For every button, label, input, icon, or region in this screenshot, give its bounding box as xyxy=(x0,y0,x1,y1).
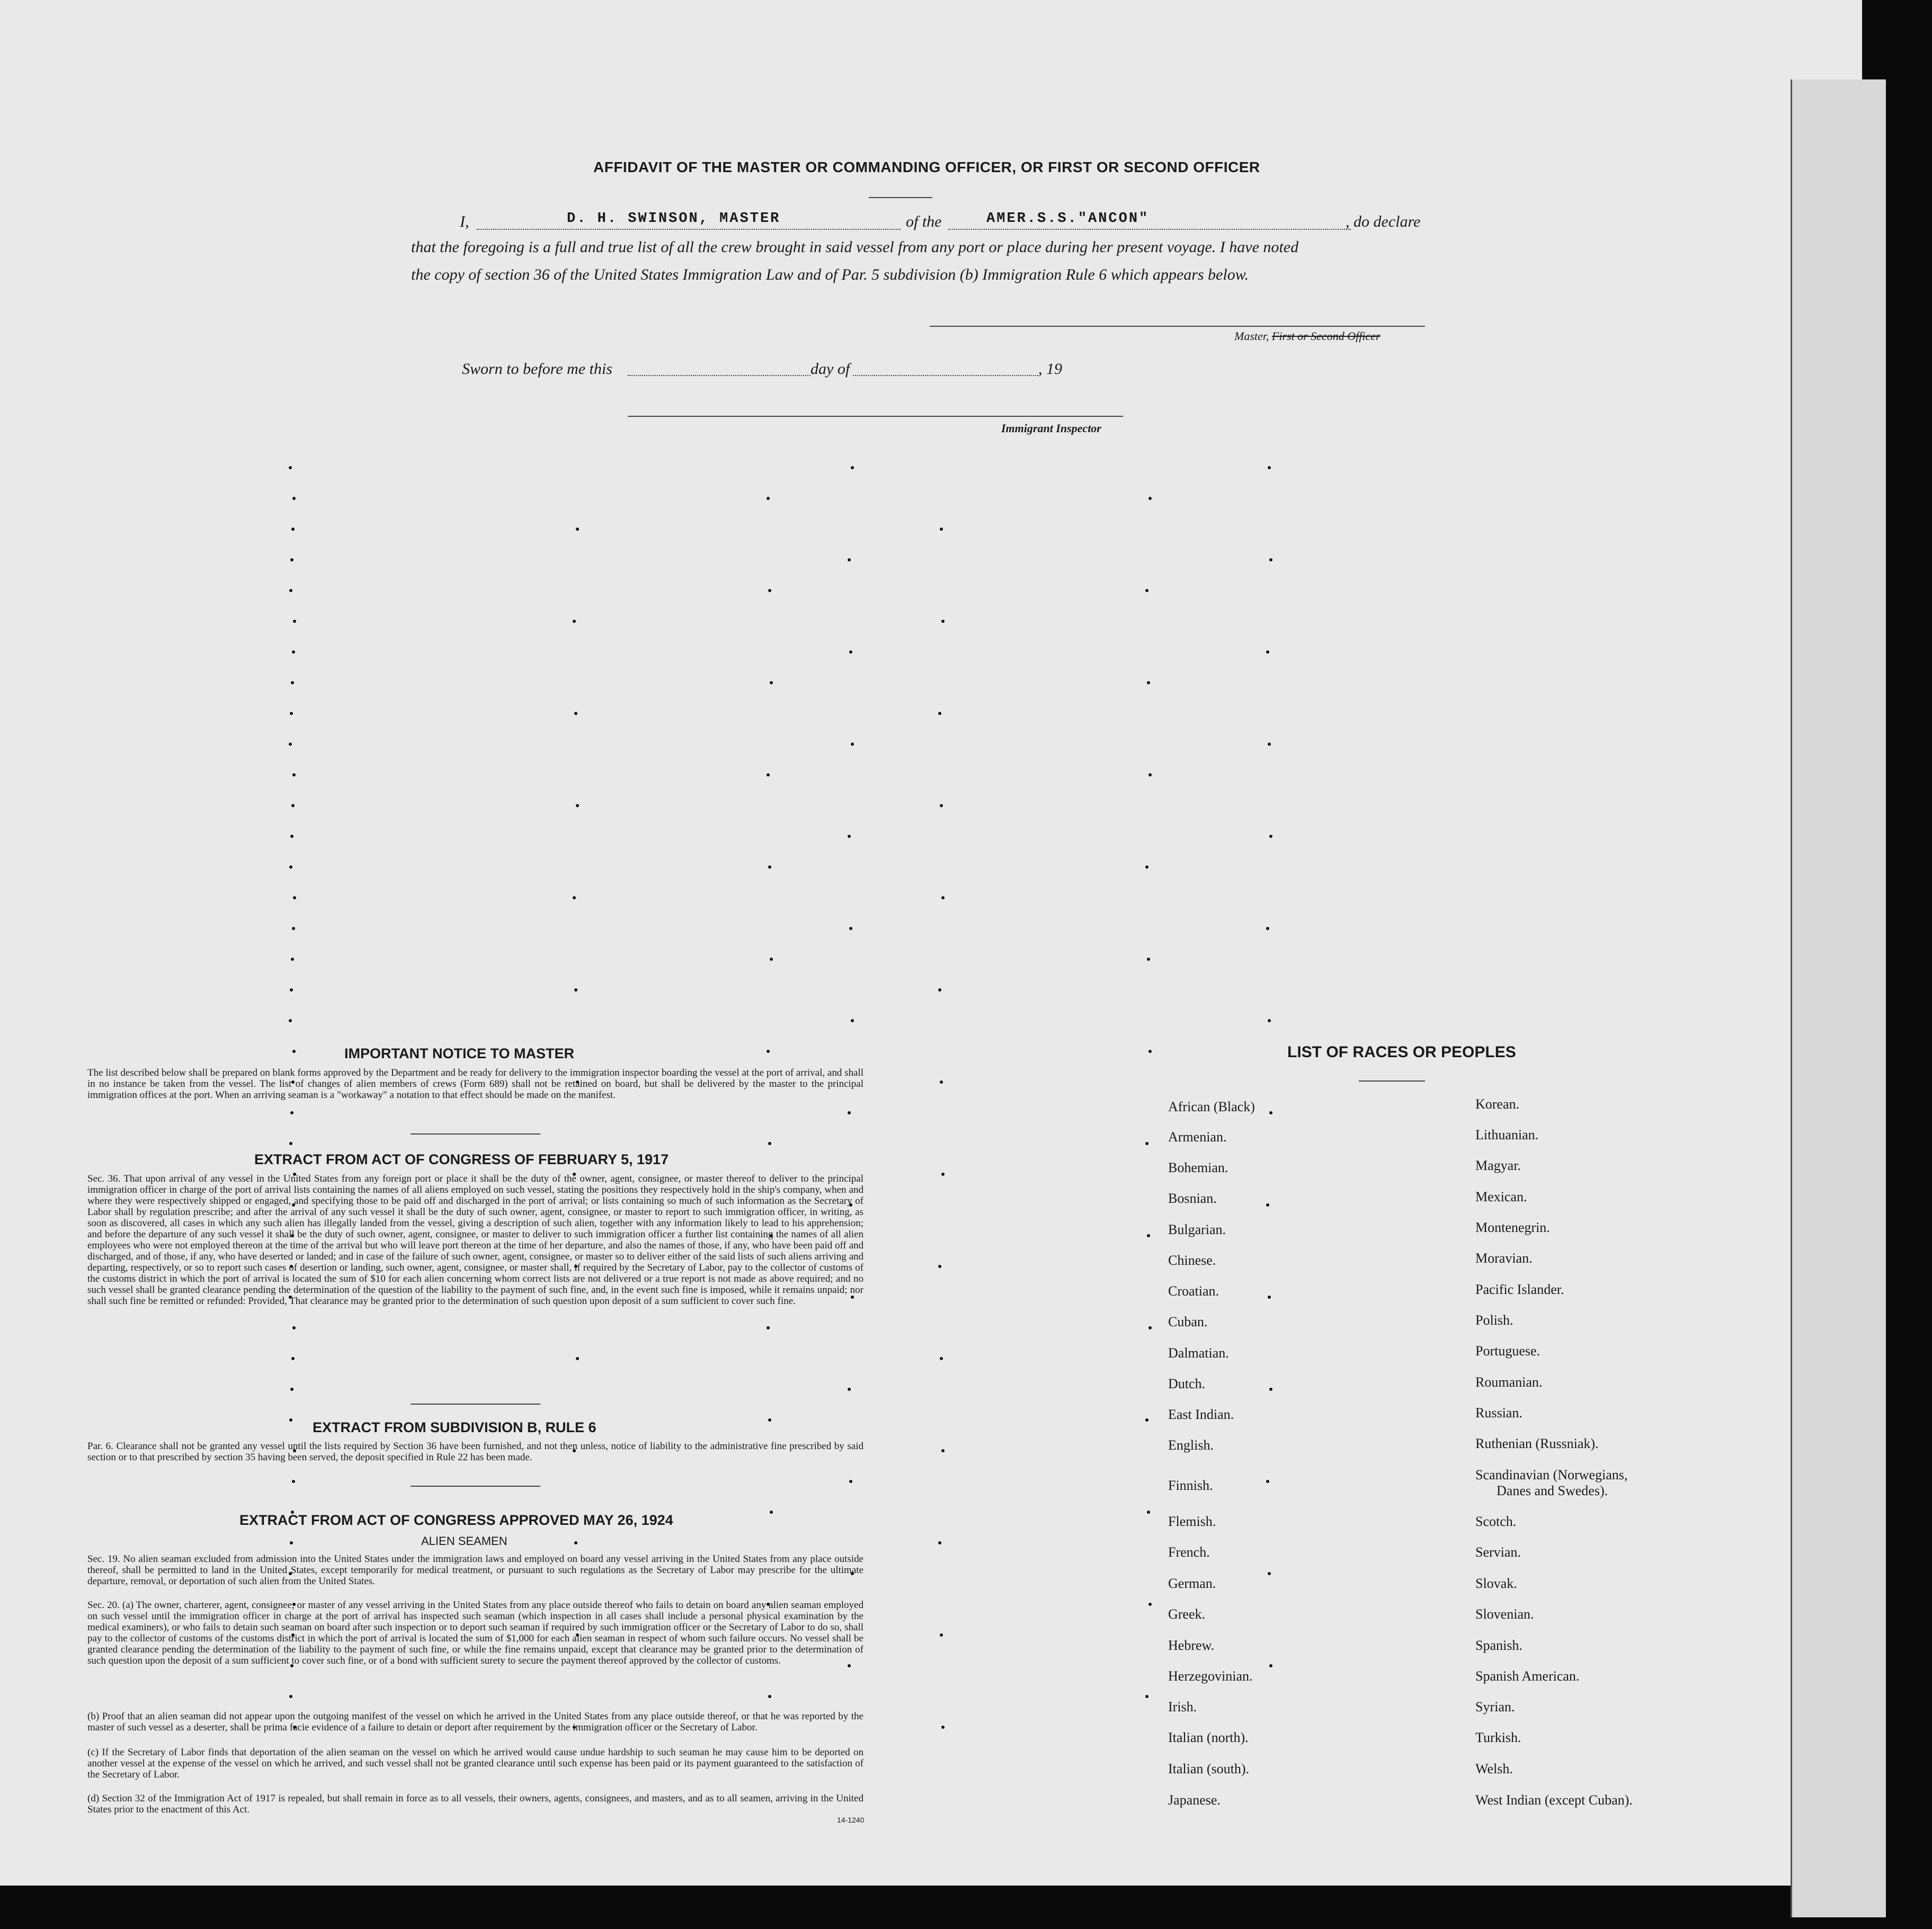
day-of-label: day of xyxy=(811,360,850,378)
race-item: Bulgarian. xyxy=(1168,1222,1226,1237)
form-dot xyxy=(849,1480,852,1483)
race-item: Ruthenian (Russniak). xyxy=(1475,1436,1599,1451)
sworn-month-line[interactable] xyxy=(853,375,1038,376)
of-the-label: of the xyxy=(906,213,942,230)
form-dot xyxy=(940,528,943,531)
form-dot xyxy=(1148,497,1152,500)
form-dot xyxy=(1148,1050,1152,1053)
form-dot xyxy=(291,681,294,684)
form-dot xyxy=(292,1050,296,1053)
race-item: Welsh. xyxy=(1475,1761,1513,1776)
name-field-line xyxy=(477,229,901,230)
inspector-signature-line[interactable] xyxy=(628,416,1123,417)
race-item: Scotch. xyxy=(1475,1514,1517,1529)
race-item: Magyar. xyxy=(1475,1158,1521,1173)
form-dot xyxy=(290,558,293,561)
declaration-prefix: I, xyxy=(460,213,469,230)
form-dot xyxy=(1148,1326,1152,1329)
race-item: Herzegovinian. xyxy=(1168,1668,1253,1684)
form-dot xyxy=(292,1480,295,1483)
declaration-line-2: that the foregoing is a full and true list of all the crew brought in said vessel from any port or place during her present voyage. I have noted xyxy=(411,238,1299,256)
race-item: Mexican. xyxy=(1475,1189,1527,1204)
form-dot xyxy=(1268,1572,1271,1575)
form-dot xyxy=(293,896,296,899)
sworn-date-line[interactable] xyxy=(628,375,811,376)
race-item: German. xyxy=(1168,1576,1216,1591)
form-dot xyxy=(849,650,852,654)
extract-1924-sec20b: (b) Proof that an alien seaman did not appear upon the outgoing manifest of the vessel on which he arrived in the United States from any place outside thereof, or that he was reported by the master of such vessel as a deserter, shall be prima facie evidence of a failure to detain or deport after requirement by the immigration officer or the Secretary of Labor. xyxy=(87,1711,863,1733)
form-dot xyxy=(292,927,295,930)
race-item: Flemish. xyxy=(1168,1514,1216,1529)
section-divider xyxy=(411,1404,540,1405)
race-item: Italian (south). xyxy=(1168,1761,1250,1776)
underlying-page-edge xyxy=(1791,79,1888,1917)
master-name-field[interactable]: D. H. SWINSON, MASTER xyxy=(567,211,781,227)
extract-1924-subtitle: ALIEN SEAMEN xyxy=(421,1534,508,1548)
form-dot xyxy=(941,1726,945,1729)
form-dot xyxy=(848,835,851,838)
form-dot xyxy=(851,466,854,469)
extract-rule6-body: Par. 6. Clearance shall not be granted any vessel until the lists required by Section 36 have been furnished, and not then unless, notice of liability to the administrative fine prescribed by said section or to that prescribed by section 35 having been served, the deposit specified in Rule 22 has been made. xyxy=(87,1441,863,1463)
form-dot xyxy=(1147,1234,1150,1237)
form-dot xyxy=(1148,1603,1152,1606)
form-dot xyxy=(767,1326,770,1329)
form-dot xyxy=(1268,466,1271,469)
form-dot xyxy=(940,804,943,807)
form-dot xyxy=(848,558,851,561)
race-item: Spanish. xyxy=(1475,1638,1523,1653)
extract-1924-sec20c: (c) If the Secretary of Labor finds that deportation of the alien seaman on the vessel on which he arrived would cause undue hardship to such seaman he may cause him to be deported on another vessel at the expense of the vessel on which he arrived, and such vessel shall not be granted clearance until such expense has been paid or its payment guaranteed to the satisfaction of the Secretary of Labor. xyxy=(87,1747,863,1780)
form-dot xyxy=(1269,1664,1272,1667)
form-dot xyxy=(767,773,770,776)
form-dot xyxy=(292,1326,296,1329)
master-label: Master, xyxy=(1234,329,1269,343)
affidavit-title: AFFIDAVIT OF THE MASTER OR COMMANDING OFFICER, OR FIRST OR SECOND OFFICER xyxy=(593,159,1260,175)
form-dot xyxy=(576,528,579,531)
sworn-label: Sworn to before me this xyxy=(462,360,612,378)
race-item: African (Black) xyxy=(1168,1099,1255,1114)
extract-1924-title: EXTRACT FROM ACT OF CONGRESS APPROVED MAY 26, 1924 xyxy=(239,1512,673,1528)
form-dot xyxy=(1266,1480,1269,1483)
form-dot xyxy=(941,620,945,623)
form-dot xyxy=(938,988,941,992)
race-item: West Indian (except Cuban). xyxy=(1475,1792,1633,1808)
race-item: Finnish. xyxy=(1168,1478,1213,1493)
form-dot xyxy=(290,1541,293,1544)
form-dot xyxy=(767,497,770,500)
form-dot xyxy=(940,1633,943,1637)
race-item: Danes and Swedes). xyxy=(1497,1483,1608,1498)
form-dot xyxy=(289,466,292,469)
form-dot xyxy=(289,1142,292,1145)
form-dot xyxy=(1269,1388,1272,1391)
form-dot xyxy=(290,712,293,715)
form-dot xyxy=(770,1511,773,1514)
form-dot xyxy=(1266,927,1269,930)
form-dot xyxy=(1269,835,1272,838)
race-item: Japanese. xyxy=(1168,1792,1221,1808)
form-dot xyxy=(1145,1695,1148,1698)
form-dot xyxy=(1269,558,1272,561)
form-dot xyxy=(573,896,576,899)
race-item: Servian. xyxy=(1475,1544,1521,1560)
form-dot xyxy=(938,1265,941,1268)
form-dot xyxy=(574,988,577,992)
form-dot xyxy=(1145,1418,1148,1422)
race-item: Pacific Islander. xyxy=(1475,1282,1564,1297)
form-dot xyxy=(770,958,773,961)
race-item: Greek. xyxy=(1168,1606,1206,1622)
race-item: Roumanian. xyxy=(1475,1374,1543,1390)
race-item: Polish. xyxy=(1475,1312,1513,1328)
race-item: Irish. xyxy=(1168,1699,1197,1714)
form-dot xyxy=(1268,1019,1271,1022)
declaration-line-3: the copy of section 36 of the United States Immigration Law and of Par. 5 subdivision (b) Immigration Rule 6 which appears below. xyxy=(411,266,1249,283)
section-divider xyxy=(411,1486,540,1487)
race-item: Scandinavian (Norwegians, xyxy=(1475,1467,1628,1483)
race-item: Moravian. xyxy=(1475,1251,1533,1266)
race-item: Montenegrin. xyxy=(1475,1220,1550,1235)
race-item: Bohemian. xyxy=(1168,1160,1228,1175)
section-divider xyxy=(411,1133,540,1135)
form-dot xyxy=(1268,743,1271,746)
race-item: Bosnian. xyxy=(1168,1191,1217,1206)
form-dot xyxy=(291,958,294,961)
race-item: Russian. xyxy=(1475,1405,1523,1421)
form-dot xyxy=(292,773,296,776)
race-item: Lithuanian. xyxy=(1475,1127,1539,1142)
form-dot xyxy=(289,1695,292,1698)
form-dot xyxy=(851,743,854,746)
form-dot xyxy=(292,650,295,654)
form-dot xyxy=(289,1418,292,1422)
form-dot xyxy=(573,620,576,623)
race-item: Turkish. xyxy=(1475,1730,1521,1745)
form-dot xyxy=(851,1019,854,1022)
title-divider xyxy=(869,197,932,198)
form-dot xyxy=(1266,1203,1269,1207)
form-dot xyxy=(1266,650,1269,654)
form-dot xyxy=(292,497,296,500)
form-dot xyxy=(1145,865,1148,869)
notice-title: IMPORTANT NOTICE TO MASTER xyxy=(344,1046,574,1061)
form-dot xyxy=(767,1050,770,1053)
form-dot xyxy=(768,1142,771,1145)
race-item: Chinese. xyxy=(1168,1253,1216,1268)
struck-officer-label: First or Second Officer xyxy=(1271,329,1381,343)
form-dot xyxy=(848,1388,851,1391)
race-item: Slovenian. xyxy=(1475,1606,1534,1622)
race-item: Dalmatian. xyxy=(1168,1345,1229,1361)
form-dot xyxy=(1145,1142,1148,1145)
race-item: Portuguese. xyxy=(1475,1343,1541,1359)
form-dot xyxy=(290,988,293,992)
vessel-name-field[interactable]: AMER.S.S."ANCON" xyxy=(986,211,1150,227)
form-dot xyxy=(291,528,295,531)
form-dot xyxy=(1145,589,1148,592)
form-dot xyxy=(290,1111,293,1114)
master-signature-caption xyxy=(1234,329,1381,343)
do-declare-label: , do declare xyxy=(1346,213,1421,230)
form-dot xyxy=(289,865,292,869)
form-dot xyxy=(574,712,577,715)
extract-1917-body: Sec. 36. That upon arrival of any vessel in the United States from any foreign port or place it shall be the duty of the owner, agent, consignee, or master thereof to deliver to the principal immigration officer in charge of the port of arrival lists containing the names of all aliens employed on such vessel, stating the positions they respectively hold in the ship's company, when and where they were respectively shipped or engaged, and specifying those to be paid off and discharged in the port of arrival; or lists containing so much of such information as the Secretary of Labor shall by regulation prescribe; and after the arrival of any such vessel it shall be the duty of such owner, agent, consignee, or master to report to such immigration officer, in writing, as soon as discovered, all cases in which any such alien has illegally landed from the vessel, giving a description of such alien, together with any information likely to lead to his apprehension; and before the departure of any such vessel it shall be the duty of such owner, agent, consignee, or master to deliver to such immigration officer a further list containing the names of all alien employees who were not employed thereon at the time of the arrival but who will leave port thereon at the time of her departure, and also the names of those, if any, who have been paid off and discharged, and of those, if any, who have deserted or landed; and in case of the failure of such owner, agent, consignee, or master so to deliver either of the said lists of such aliens arriving and departing, respectively, or so to report such cases of desertion or landing, such owner, agent, consignee, or master shall, if required by the Secretary of Labor, pay to the collector of customs of the customs district in which the port of arrival is located the sum of $10 for each alien concerning whom correct lists are not delivered or a true report is not made as above required; and no such vessel shall be granted clearance pending the determination of the question of the liability to the payment of such fine, and, in the event such fine is imposed, while it remains unpaid; nor shall such fine be remitted or refunded: Provided, That clearance may be granted prior to the determination of such question upon deposit of a sum sufficient to cover such fine. xyxy=(87,1173,863,1307)
race-item: Cuban. xyxy=(1168,1314,1208,1329)
form-dot xyxy=(1268,1296,1271,1299)
form-dot xyxy=(768,1695,771,1698)
races-title: LIST OF RACES OR PEOPLES xyxy=(1287,1043,1516,1061)
form-dot xyxy=(768,1418,771,1422)
race-item: Korean. xyxy=(1475,1096,1520,1112)
form-dot xyxy=(1147,958,1150,961)
race-item: Croatian. xyxy=(1168,1283,1219,1299)
form-dot xyxy=(940,1357,943,1360)
race-item: Armenian. xyxy=(1168,1129,1227,1145)
scan-border xyxy=(1886,0,1932,1929)
form-dot xyxy=(289,743,292,746)
year-label: , 19 xyxy=(1038,360,1062,378)
form-dot xyxy=(289,589,292,592)
extract-1924-sec20a: Sec. 20. (a) The owner, charterer, agent, consignee, or master of any vessel arriving in the United States from any place outside thereof who fails to detain on board any alien seaman employed on such vessel until the immigration officer in charge at the port of arrival has inspected such seaman (which inspection in all cases shall include a personal physical examination by the medical examiners), or who fails to detain such seaman on board after such inspection or to deport such seaman if required by such immigration officer or the Secretary of Labor to do so, shall pay to the collector of customs of the customs district in which the port of arrival is located the sum of $1,000 for each alien seaman in respect of whom such failure occurs. No vessel shall be granted clearance pending the determination of the liability to the payment of such fine, or while the fine remains unpaid, except that clearance may be granted prior to the determination of such question upon the deposit of a sum sufficient to cover such fine, or of a bond with sufficient surety to secure the payment thereof approved by the collector of customs. xyxy=(87,1600,863,1666)
master-signature-line[interactable] xyxy=(930,326,1425,327)
form-dot xyxy=(938,1541,941,1544)
form-dot xyxy=(938,712,941,715)
race-item: Syrian. xyxy=(1475,1699,1515,1714)
form-dot xyxy=(291,804,295,807)
form-dot xyxy=(290,1388,293,1391)
form-dot xyxy=(293,620,296,623)
form-dot xyxy=(576,804,579,807)
form-dot xyxy=(770,681,773,684)
form-dot xyxy=(574,1541,577,1544)
race-item: English. xyxy=(1168,1437,1214,1453)
extract-1924-sec20d: (d) Section 32 of the Immigration Act of 1917 is repealed, but shall remain in force as to all vessels, their owners, agents, consignees, and masters, and as to all seamen, arriving in the United States prior to the enactment of this Act. xyxy=(87,1793,863,1815)
race-item: Slovak. xyxy=(1475,1576,1517,1591)
race-item: Dutch. xyxy=(1168,1376,1206,1391)
form-dot xyxy=(291,1357,295,1360)
form-dot xyxy=(290,835,293,838)
race-item: Spanish American. xyxy=(1475,1668,1580,1684)
form-dot xyxy=(576,1357,579,1360)
race-item: Hebrew. xyxy=(1168,1638,1215,1653)
form-dot xyxy=(1148,773,1152,776)
extract-1917-title: EXTRACT FROM ACT OF CONGRESS OF FEBRUARY 5, 1917 xyxy=(254,1151,669,1167)
form-dot xyxy=(848,1111,851,1114)
race-item: East Indian. xyxy=(1168,1407,1234,1422)
form-dot xyxy=(768,865,771,869)
form-dot xyxy=(1147,681,1150,684)
race-item: Italian (north). xyxy=(1168,1730,1249,1745)
form-dot xyxy=(849,927,852,930)
form-dot xyxy=(768,589,771,592)
vessel-field-line xyxy=(948,229,1351,230)
form-dot xyxy=(1147,1511,1150,1514)
form-number: 14-1240 xyxy=(837,1816,865,1824)
form-dot xyxy=(941,1449,945,1452)
form-dot xyxy=(940,1080,943,1084)
form-dot xyxy=(941,1173,945,1176)
races-divider xyxy=(1359,1080,1425,1082)
race-item: French. xyxy=(1168,1544,1210,1560)
notice-body: The list described below shall be prepared on blank forms approved by the Department and be ready for delivery to the immigration inspector boarding the vessel at the port of arrival, and shall in no instance be taken from the vessel. The list of changes of alien members of crews (Form 689) shall not be retained on board, but shall be delivered by the master to the principal immigration offices at the port. When an arriving seaman is a "workaway" a notation to that effect should be made on the manifest. xyxy=(87,1067,863,1101)
form-dot xyxy=(1269,1111,1272,1114)
form-dot xyxy=(941,896,945,899)
extract-1924-sec19: Sec. 19. No alien seaman excluded from admission into the United States under the immigration laws and employed on board any vessel arriving in the United States from any place outside thereof, shall be permitted to land in the United States, except temporarily for medical treatment, or pursuant to such regulations as the Secretary of Labor may prescribe for the ultimate departure, removal, or deportation of such alien from the United States. xyxy=(87,1553,863,1587)
inspector-caption: Immigrant Inspector xyxy=(1001,422,1101,435)
extract-rule6-title: EXTRACT FROM SUBDIVISION B, RULE 6 xyxy=(313,1419,596,1435)
form-dot xyxy=(289,1019,292,1022)
